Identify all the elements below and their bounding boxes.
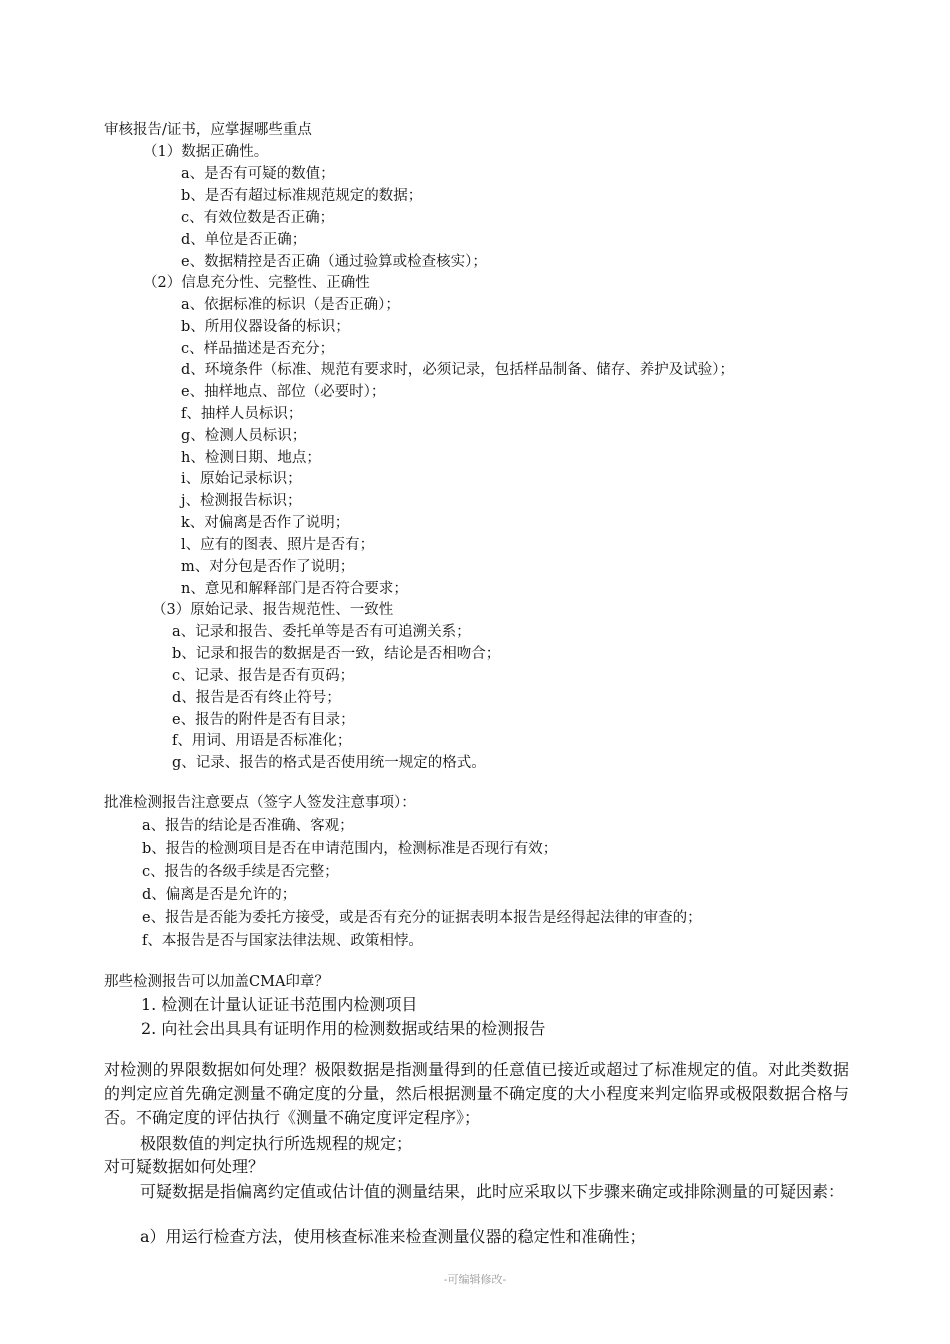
subsection-title-information: （2）信息充分性、完整性、正确性 bbox=[143, 275, 370, 291]
list-item: f、本报告是否与国家法律法规、政策相悖。 bbox=[142, 933, 423, 949]
list-item: 1. 检测在计量认证证书范围内检测项目 bbox=[141, 995, 418, 1014]
subsection-title-records: （3）原始记录、报告规范性、一致性 bbox=[152, 602, 394, 618]
list-item: l、应有的图表、照片是否有； bbox=[181, 537, 375, 553]
list-item: d、单位是否正确； bbox=[181, 232, 307, 248]
list-item: h、检测日期、地点； bbox=[181, 450, 321, 466]
list-item: e、抽样地点、部位（必要时）； bbox=[181, 384, 386, 400]
list-item: b、记录和报告的数据是否一致，结论是否相吻合； bbox=[172, 646, 501, 662]
page-footer: -可编辑修改- bbox=[443, 1273, 507, 1286]
list-item: i、原始记录标识； bbox=[181, 471, 302, 487]
list-item: 2. 向社会出具具有证明作用的检测数据或结果的检测报告 bbox=[141, 1019, 546, 1038]
section-heading-cma: 那些检测报告可以加盖CMA印章？ bbox=[104, 974, 329, 990]
list-item: e、报告是否能为委托方接受，或是否有充分的证据表明本报告是经得起法律的审查的； bbox=[142, 910, 702, 926]
list-item: f、用词、用语是否标准化； bbox=[172, 733, 352, 749]
list-item: d、偏离是否是允许的； bbox=[142, 887, 297, 903]
list-item: d、环境条件（标准、规范有要求时，必须记录，包括样品制备、储存、养护及试验）； bbox=[181, 362, 735, 378]
list-item: f、抽样人员标识； bbox=[181, 406, 303, 422]
list-item: b、所用仪器设备的标识； bbox=[181, 319, 350, 335]
limit-value-line: 极限数值的判定执行所选规程的规定； bbox=[140, 1134, 413, 1153]
list-item: m、对分包是否作了说明； bbox=[181, 559, 355, 575]
list-item: a、记录和报告、委托单等是否有可追溯关系； bbox=[172, 624, 471, 640]
section-heading-review: 审核报告/证书，应掌握哪些重点 bbox=[104, 122, 312, 138]
list-item: c、样品描述是否充分； bbox=[181, 341, 335, 357]
list-item: e、报告的附件是否有目录； bbox=[172, 712, 355, 728]
list-item: e、数据精控是否正确（通过验算或检查核实）； bbox=[181, 254, 487, 270]
limit-data-paragraph: 对检测的界限数据如何处理？极限数据是指测量得到的任意值已接近或超过了标准规定的值。对此类数据的判定应首先确定测量不确定度的分量，然后根据测量不确定度的大小程度来判定临界或极限数据合格与否。不确定度的评估执行《测量不确定度评定程序》； bbox=[104, 1060, 849, 1127]
list-item: g、检测人员标识； bbox=[181, 428, 307, 444]
list-item: k、对偏离是否作了说明； bbox=[181, 515, 350, 531]
list-item: g、记录、报告的格式是否使用统一规定的格式。 bbox=[172, 755, 486, 771]
list-item: a、报告的结论是否准确、客观； bbox=[142, 818, 354, 834]
list-item: a）用运行检查方法，使用核查标准来检查测量仪器的稳定性和准确性； bbox=[140, 1227, 646, 1246]
list-item: b、是否有超过标准规范规定的数据； bbox=[181, 188, 423, 204]
list-item: j、检测报告标识； bbox=[181, 493, 302, 509]
doubtful-data-paragraph: 可疑数据是指偏离约定值或估计值的测量结果，此时应采取以下步骤来确定或排除测量的可疑因素： bbox=[140, 1182, 845, 1201]
subsection-title-data-correctness: （1）数据正确性。 bbox=[143, 144, 269, 160]
list-item: n、意见和解释部门是否符合要求； bbox=[181, 581, 408, 597]
list-item: a、是否有可疑的数值； bbox=[181, 166, 335, 182]
list-item: b、报告的检测项目是否在申请范围内，检测标准是否现行有效； bbox=[142, 841, 558, 857]
list-item: d、报告是否有终止符号； bbox=[172, 690, 341, 706]
section-heading-approve: 批准检测报告注意要点（签字人签发注意事项）： bbox=[104, 795, 416, 811]
section-heading-doubtful: 对可疑数据如何处理？ bbox=[104, 1157, 265, 1176]
list-item: a、依据标准的标识（是否正确）； bbox=[181, 297, 400, 313]
list-item: c、记录、报告是否有页码； bbox=[172, 668, 355, 684]
list-item: c、报告的各级手续是否完整； bbox=[142, 864, 339, 880]
list-item: c、有效位数是否正确； bbox=[181, 210, 335, 226]
